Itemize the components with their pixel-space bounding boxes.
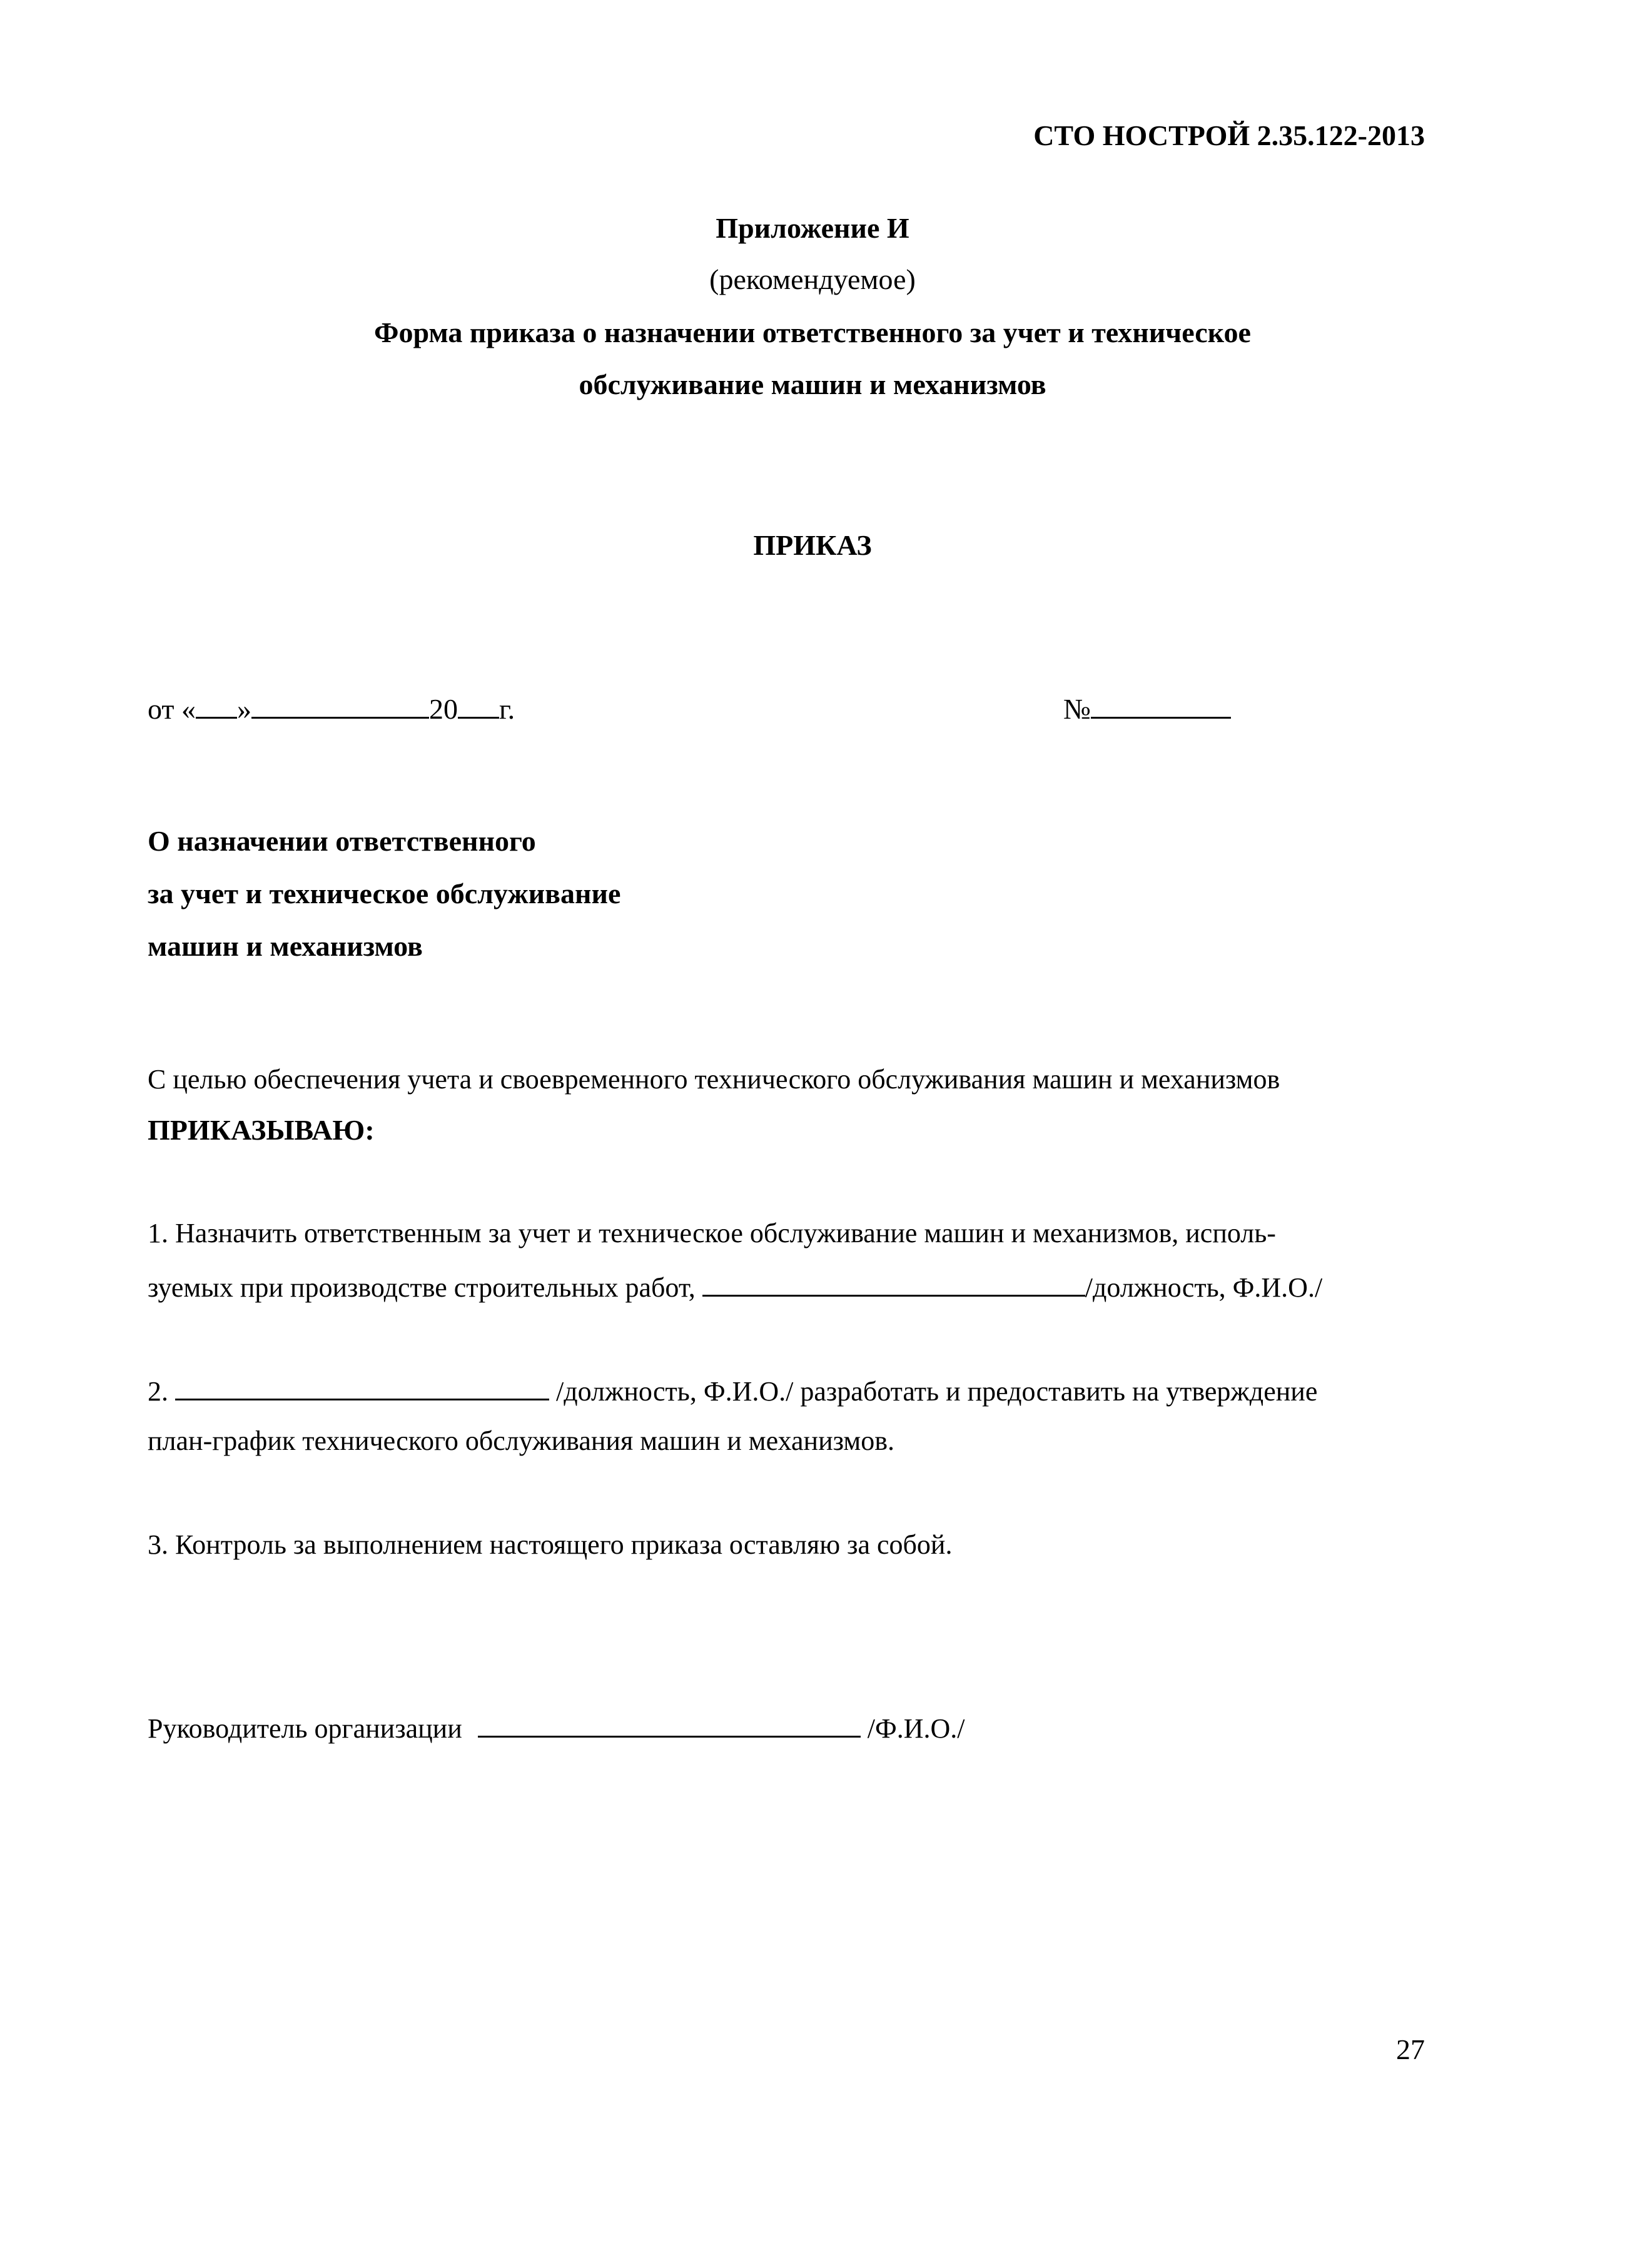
signature-label: Руководитель организации — [148, 1713, 462, 1744]
item1-line2 — [148, 1270, 1322, 1304]
number-prefix: № — [1063, 693, 1091, 725]
item3: 3. Контроль за выполнением настоящего приказа оставляю за собой. — [148, 1529, 953, 1560]
date-year: 20 — [429, 693, 458, 725]
form-title-line2: обслуживание машин и механизмов — [579, 368, 1046, 400]
page-number: 27 — [1396, 2033, 1425, 2065]
month-blank[interactable] — [251, 692, 429, 719]
item1-responsible-blank[interactable] — [702, 1270, 1085, 1297]
signature-suffix: /Ф.И.О./ — [867, 1713, 965, 1744]
item1-line2-suffix: /должность, Ф.И.О./ — [1085, 1272, 1323, 1303]
date-prefix: от « — [148, 693, 196, 725]
signature-blank[interactable] — [478, 1711, 861, 1738]
appendix-title: Приложение И — [716, 212, 909, 244]
item1-line1: 1. Назначить ответственным за учет и техническое обслуживание машин и механизмов, исполь- — [148, 1218, 1276, 1248]
appendix-status: (рекомендуемое) — [709, 263, 916, 295]
item2-line1-suffix: /должность, Ф.И.О./ разработать и предоставить на утверждение — [556, 1376, 1318, 1407]
date-suffix: г. — [499, 693, 515, 725]
form-title-line1: Форма приказа о назначении ответственного за учет и техническое — [374, 316, 1251, 348]
order-number-line — [1063, 692, 1231, 726]
date-line — [148, 692, 515, 726]
standard-code: СТО НОСТРОЙ 2.35.122-2013 — [1033, 119, 1425, 151]
order-heading: ПРИКАЗ — [753, 529, 872, 561]
command: ПРИКАЗЫВАЮ: — [148, 1114, 375, 1146]
item2-line1 — [148, 1374, 1317, 1407]
year-blank[interactable] — [458, 692, 499, 719]
preamble: С целью обеспечения учета и своевременного технического обслуживания машин и механизмов — [148, 1064, 1280, 1095]
date-mid: » — [237, 693, 251, 725]
subject-line1: О назначении ответственного — [148, 825, 536, 857]
day-blank[interactable] — [196, 692, 237, 719]
item2-line2: план-график технического обслуживания машин и механизмов. — [148, 1425, 894, 1456]
subject-line3: машин и механизмов — [148, 930, 423, 962]
signature-line — [148, 1711, 965, 1744]
subject-line2: за учет и техническое обслуживание — [148, 878, 621, 909]
item2-person-blank[interactable] — [175, 1374, 549, 1400]
item2-prefix: 2. — [148, 1376, 168, 1407]
item1-line2-prefix: зуемых при производстве строительных работ, — [148, 1272, 696, 1303]
number-blank[interactable] — [1091, 692, 1231, 719]
